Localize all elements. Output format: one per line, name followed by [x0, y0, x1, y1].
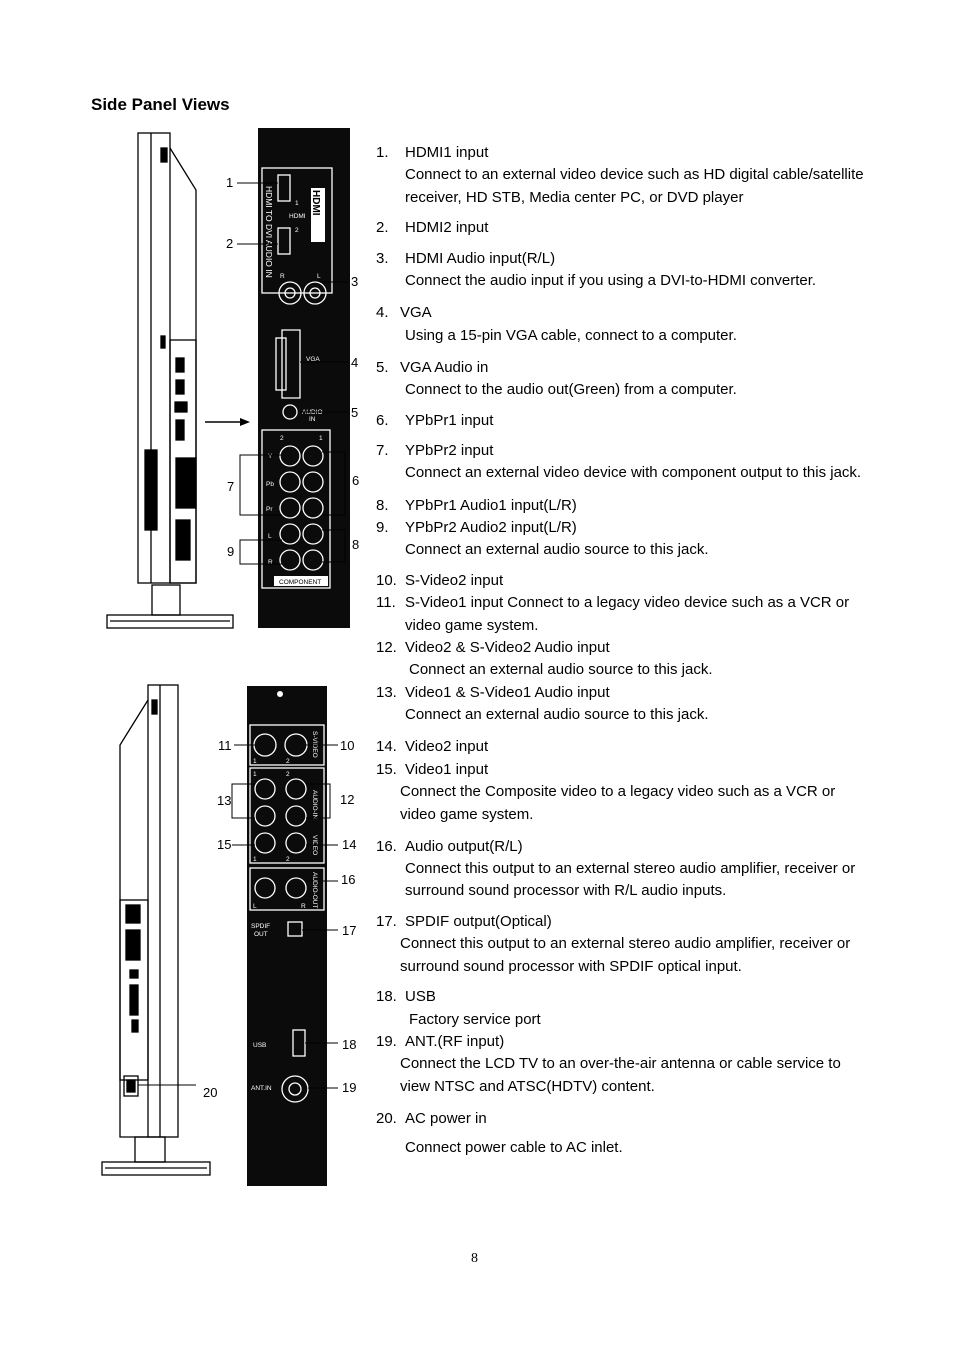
item-9-desc: Connect an external audio source to this jack.	[405, 541, 709, 558]
callout-15: 15	[217, 837, 232, 852]
item-17-desc: Connect this output to an external stereo audio amplifier, receiver or	[400, 935, 851, 952]
item-10-num: 10.	[376, 572, 397, 589]
callout-16: 16	[341, 872, 356, 887]
hdmi-dvi-audio-label: HDMI TO DVI AUDIO IN	[264, 186, 274, 278]
component-label: COMPONENT	[279, 579, 322, 586]
item-17-desc: surround sound processor with SPDIF optical input.	[400, 958, 742, 975]
item-19-desc: Connect the LCD TV to an over-the-air antenna or cable service to	[400, 1055, 841, 1072]
audio-in-2-label: 2	[286, 771, 290, 778]
callout-12: 12	[340, 792, 355, 807]
component-pb-label: Pb	[266, 481, 274, 488]
component-r-label: R	[268, 559, 273, 566]
callout-2: 2	[226, 236, 234, 251]
item-4-desc: Using a 15-pin VGA cable, connect to a computer.	[405, 327, 737, 344]
audio-in-label: AUDIO-IN	[311, 790, 318, 820]
callout-9: 9	[227, 544, 235, 559]
item-15-desc: Connect the Composite video to a legacy video such as a VCR or	[400, 783, 836, 800]
item-1-label: HDMI1 input	[405, 144, 489, 161]
item-7-num: 7.	[376, 442, 389, 459]
item-19-num: 19.	[376, 1033, 397, 1050]
callout-18: 18	[342, 1037, 357, 1052]
callout-5: 5	[351, 405, 359, 420]
component-y-label: Y	[268, 453, 273, 460]
item-18-desc: Factory service port	[409, 1011, 541, 1028]
component-l-label: L	[268, 533, 272, 540]
in-label: IN	[309, 416, 316, 423]
item-2-label: HDMI2 input	[405, 219, 489, 236]
hdmi-port-2-label: 2	[295, 227, 299, 234]
hdmi-port-1-label: 1	[295, 200, 299, 207]
page-number: 8	[471, 1251, 478, 1266]
hdmi-r-label: R	[280, 273, 285, 280]
item-7-desc: Connect an external video device with component output to this jack.	[405, 464, 862, 481]
item-12-num: 12.	[376, 639, 397, 656]
item-17-num: 17.	[376, 913, 397, 930]
item-11-desc: video game system.	[405, 617, 539, 634]
item-15-desc: video game system.	[400, 806, 534, 823]
item-4-num: 4.	[376, 304, 389, 321]
item-12-label: Video2 & S-Video2 Audio input	[405, 639, 610, 656]
item-5-label: VGA Audio in	[400, 359, 489, 376]
item-13-num: 13.	[376, 684, 397, 701]
video-label: VIDEO	[311, 835, 318, 856]
item-15-label: Video1 input	[405, 761, 489, 778]
callout-8: 8	[352, 537, 360, 552]
component-pr-label: Pr	[266, 506, 273, 513]
item-16-desc: surround sound processor with R/L audio inputs.	[405, 882, 727, 899]
video-1-label: 1	[253, 856, 257, 863]
item-10-label: S-Video2 input	[405, 572, 504, 589]
hdmi-small-label: HDMI	[289, 213, 306, 220]
callout-19: 19	[342, 1080, 357, 1095]
item-14-num: 14.	[376, 738, 397, 755]
callout-17: 17	[342, 923, 357, 938]
item-5-desc: Connect to the audio out(Green) from a computer.	[405, 381, 737, 398]
item-18-label: USB	[405, 988, 436, 1005]
item-13-label: Video1 & S-Video1 Audio input	[405, 684, 610, 701]
usb-label: USB	[253, 1042, 267, 1049]
item-20-desc: Connect power cable to AC inlet.	[405, 1139, 623, 1156]
callout-11: 11	[218, 738, 232, 753]
item-14-label: Video2 input	[405, 738, 489, 755]
callout-1: 1	[226, 175, 234, 190]
item-19-label: ANT.(RF input)	[405, 1033, 505, 1050]
item-3-desc: Connect the audio input if you using a DVI-to-HDMI converter.	[405, 272, 817, 289]
vga-label: VGA	[306, 356, 320, 363]
item-11-num: 11.	[376, 594, 396, 611]
spdif-out-label: OUT	[254, 931, 268, 938]
item-6-num: 6.	[376, 412, 389, 429]
item-7-label: YPbPr2 input	[405, 442, 494, 459]
callout-4: 4	[351, 355, 359, 370]
svideo-2-label: 2	[286, 758, 290, 765]
item-1-desc: receiver, HD STB, Media center PC, or DVD player	[405, 189, 744, 206]
item-8-label: YPbPr1 Audio1 input(L/R)	[405, 497, 577, 514]
spdif-label: SPDIF	[251, 923, 271, 930]
item-6-label: YPbPr1 input	[405, 412, 494, 429]
callout-14: 14	[342, 837, 357, 852]
audio-out-label: AUDIO-OUT	[311, 872, 318, 909]
item-3-num: 3.	[376, 250, 389, 267]
item-20-num: 20.	[376, 1110, 397, 1127]
item-16-num: 16.	[376, 838, 397, 855]
callout-6: 6	[352, 473, 360, 488]
item-18-num: 18.	[376, 988, 397, 1005]
item-13-desc: Connect an external audio source to this jack.	[405, 706, 709, 723]
item-9-num: 9.	[376, 519, 389, 536]
callout-10: 10	[340, 738, 355, 753]
item-1-num: 1.	[376, 144, 389, 161]
item-2-num: 2.	[376, 219, 389, 236]
item-3-label: HDMI Audio input(R/L)	[405, 250, 556, 267]
callout-13: 13	[217, 793, 232, 808]
item-17-label: SPDIF output(Optical)	[405, 913, 552, 930]
item-9-label: YPbPr2 Audio2 input(L/R)	[405, 519, 577, 536]
audio-out-l-label: L	[253, 903, 257, 910]
ant-in-label: ANT.IN	[251, 1085, 272, 1092]
svideo-label: S-VIDEO	[311, 731, 318, 758]
item-11-label: S-Video1 input Connect to a legacy video device such as a VCR or	[405, 594, 850, 611]
svideo-1-label: 1	[253, 758, 257, 765]
hdmi-l-label: L	[317, 273, 321, 280]
item-4-label: VGA	[400, 304, 432, 321]
item-1-desc: Connect to an external video device such as HD digital cable/satellite	[405, 166, 864, 183]
hdmi-logo-text: HDMI	[310, 190, 321, 216]
audio-in-1-label: 1	[253, 771, 257, 778]
audio-label: AUDIO	[302, 409, 323, 416]
callout-7: 7	[227, 479, 235, 494]
item-20-label: AC power in	[405, 1110, 487, 1127]
item-15-num: 15.	[376, 761, 397, 778]
page-title: Side Panel Views	[91, 95, 230, 114]
video-2-label: 2	[286, 856, 290, 863]
item-8-num: 8.	[376, 497, 389, 514]
callout-3: 3	[351, 274, 359, 289]
item-19-desc: view NTSC and ATSC(HDTV) content.	[400, 1078, 655, 1095]
item-16-label: Audio output(R/L)	[405, 838, 523, 855]
audio-out-r-label: R	[301, 903, 306, 910]
item-5-num: 5.	[376, 359, 389, 376]
component-col-1-label: 1	[319, 435, 323, 442]
component-col-2-label: 2	[280, 435, 284, 442]
callout-20: 20	[203, 1085, 218, 1100]
item-12-desc: Connect an external audio source to this jack.	[409, 661, 713, 678]
item-16-desc: Connect this output to an external stereo audio amplifier, receiver or	[405, 860, 856, 877]
